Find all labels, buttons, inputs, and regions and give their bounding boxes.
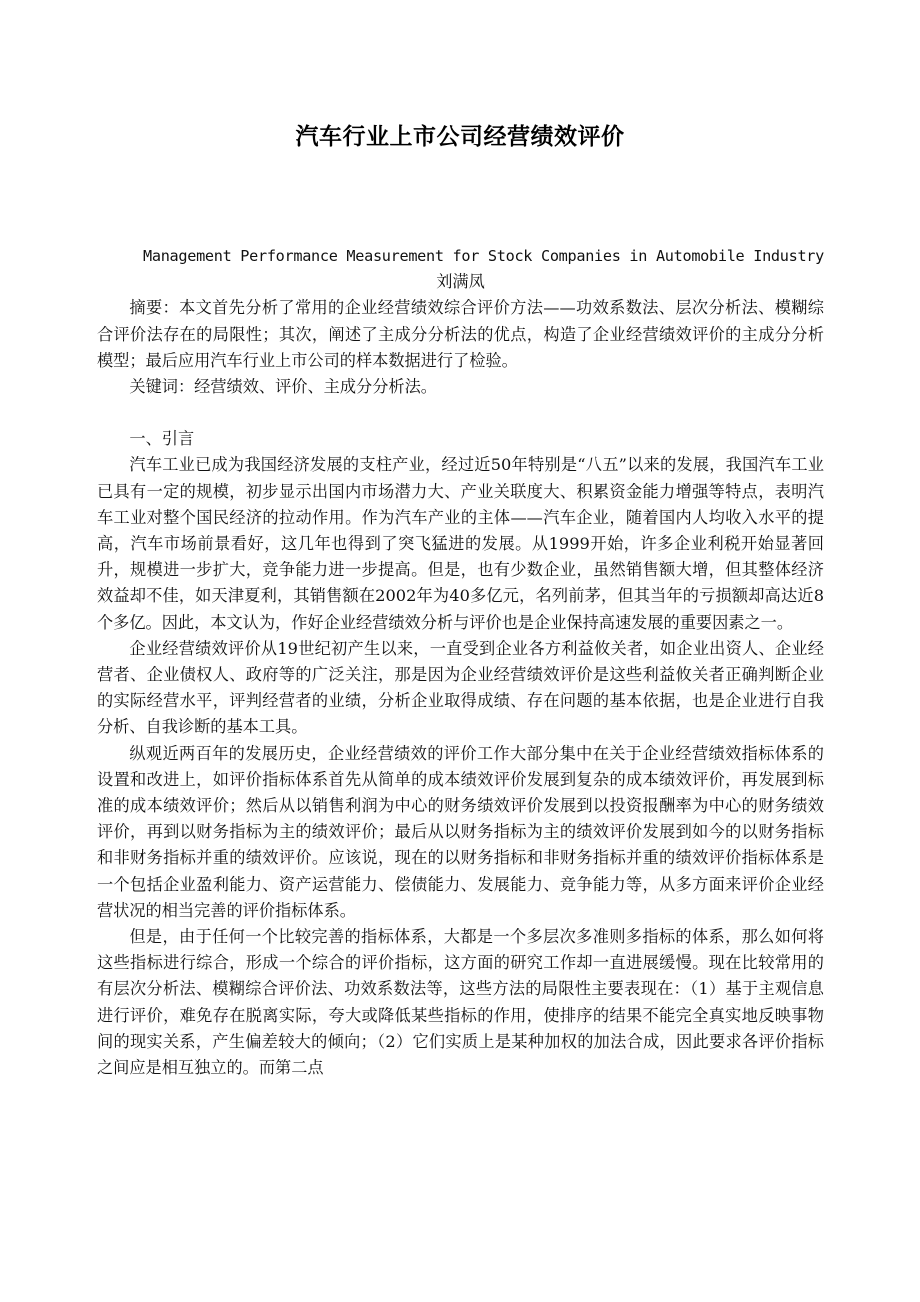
body-paragraph: 汽车工业已成为我国经济发展的支柱产业，经过近50年特别是“八五”以来的发展，我国汽车工业已具有一定的规模，初步显示出国内市场潜力大、产业关联度大、积累资金能力增强等特点，表明汽车工业对整个国民经济的拉动作用。作为汽车产业的主体——汽车企业，随着国内人均收入水平的提高，汽车市场前景看好，这几年也得到了突飞猛进的发展。从1999开始，许多企业利税开始显著回升，规模进一步扩大，竞争能力进一步提高。但是，也有少数企业，虽然销售额大增，但其整体经济效益却不佳，如天津夏利，其销售额在2002年为40多亿元，名列前茅，但其当年的亏损额却高达近8个多亿。因此，本文认为，作好企业经营绩效分析与评价也是企业保持高速发展的重要因素之一。 xyxy=(97,455,824,632)
spacer xyxy=(97,400,824,426)
section-heading-introduction: 一、引言 xyxy=(129,429,195,449)
abstract: 摘要：本文首先分析了常用的企业经营绩效综合评价方法——功效系数法、层次分析法、模糊综合评价法存在的局限性；其次，阐述了主成分分析法的优点，构造了企业经营绩效评价的主成分分析模型；最后应用汽车行业上市公司的样本数据进行了检验。 xyxy=(97,298,824,370)
keywords: 关键词：经营绩效、评价、主成分分析法。 xyxy=(129,377,437,397)
body-paragraph: 企业经营绩效评价从19世纪初产生以来，一直受到企业各方利益攸关者，如企业出资人、企业经营者、企业债权人、政府等的广泛关注，那是因为企业经营绩效评价是这些利益攸关者正确判断企业的实际经营水平，评判经营者的业绩，分析企业取得成绩、存在问题的基本依据，也是企业进行自我分析、自我诊断的基本工具。 xyxy=(97,638,824,737)
body-paragraph: 但是，由于任何一个比较完善的指标体系，大都是一个多层次多准则多指标的体系，那么如何将这些指标进行综合，形成一个综合的评价指标，这方面的研究工作却一直进展缓慢。现在比较常用的有层次分析法、模糊综合评价法、功效系数法等，这些方法的局限性主要表现在：（1）基于主观信息进行评价，难免存在脱离实际，夸大或降低某些指标的作用，使排序的结果不能完全真实地反映事物间的现实关系，产生偏差较大的倾向；（2）它们实质上是某种加权的加法合成，因此要求各评价指标之间应是相互独立的。而第二点 xyxy=(97,927,824,1078)
paper-body xyxy=(97,243,824,1081)
paper-title: 汽车行业上市公司经营绩效评价 xyxy=(295,124,625,150)
body-paragraph: 纵观近两百年的发展历史，企业经营绩效的评价工作大部分集中在关于企业经营绩效指标体系的设置和改进上，如评价指标体系首先从简单的成本绩效评价发展到复杂的成本绩效评价，再发展到标准的成本绩效评价；然后从以销售利润为中心的财务绩效评价发展到以投资报酬率为中心的财务绩效评价，再到以财务指标为主的绩效评价；最后从以财务指标为主的绩效评价发展到如今的以财务指标和非财务指标并重的绩效评价。应该说，现在的以财务指标和非财务指标并重的绩效评价指标体系是一个包括企业盈利能力、资产运营能力、偿债能力、发展能力、竞争能力等，从多方面来评价企业经营状况的相当完善的评价指标体系。 xyxy=(97,743,824,920)
english-title: Management Performance Measurement for Stock Companies in Automobile Industry xyxy=(143,247,824,265)
author-name: 刘满凤 xyxy=(436,272,485,292)
